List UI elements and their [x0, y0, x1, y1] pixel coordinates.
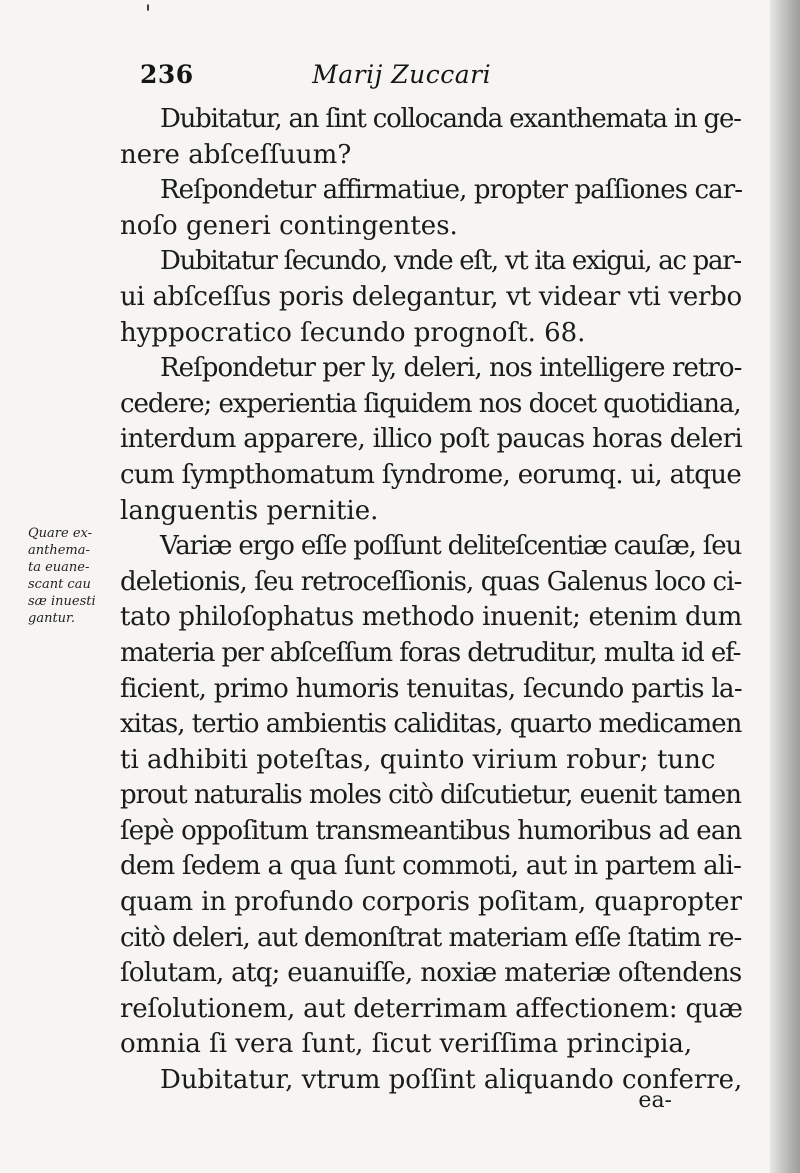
- text-line: Reſpondetur per ly, deleri, nos intelligere retro-: [160, 353, 742, 384]
- text-line: ui abſceſſus poris delegantur, vt videar vti verbo: [120, 281, 742, 312]
- text-line: quam in profundo corporis poſitam, quapropter: [120, 887, 742, 918]
- text-line: Variæ ergo eſſe poſſunt deliteſcentiæ cauſæ, ſeu: [160, 531, 742, 562]
- text-line: tato philoſophatus methodo inuenit; etenim dum: [120, 602, 742, 633]
- page-header: [140, 60, 491, 89]
- text-line: deletionis, ſeu retroceſſionis, quas Galenus loco ci-: [120, 566, 742, 597]
- text-line: dem ſedem a qua ſunt commoti, aut in partem ali-: [120, 851, 742, 882]
- marginal-note: Quare ex- anthema- ta euane- scant cau sæ inuesti gantur.: [28, 526, 96, 626]
- page-number: 236: [140, 60, 194, 89]
- text-line: ſolutam, atq; euanuiſſe, noxiæ materiæ oſtendens: [120, 958, 742, 989]
- text-line: ficient, primo humoris tenuitas, ſecundo partis la-: [120, 673, 742, 704]
- text-line: ſepè oppoſitum transmeantibus humoribus ad ean: [120, 815, 742, 846]
- text-line: cedere; experientia ſiquidem nos docet quotidiana,: [120, 388, 741, 419]
- text-line: omnia ſi vera ſunt, ſicut veriſſima principia,: [120, 1029, 693, 1060]
- ink-mark: ': [145, 2, 152, 27]
- catchword: ea-: [638, 1088, 672, 1113]
- text-line: noſo generi contingentes.: [120, 210, 458, 241]
- text-line: ti adhibiti poteſtas, quinto virium robur; tunc: [120, 744, 716, 775]
- text-line: prout naturalis moles citò diſcutietur, euenit tamen: [120, 780, 741, 811]
- text-line: languentis pernitie.: [120, 495, 379, 526]
- body-text: [120, 102, 742, 1099]
- text-line: Dubitatur ſecundo, vnde eſt, vt ita exigui, ac par-: [160, 246, 741, 277]
- text-line: cum ſympthomatum ſyndrome, eorumq. ui, atque: [120, 459, 742, 490]
- text-line: Reſpondetur affirmatiue, propter paſſiones car-: [160, 175, 743, 206]
- book-gutter: [770, 0, 800, 1173]
- text-line: nere abſceſſuum?: [120, 139, 352, 170]
- text-line: xitas, tertio ambientis caliditas, quarto medicamen: [120, 709, 742, 740]
- text-line: hyppocratico ſecundo prognoſt. 68.: [120, 317, 586, 348]
- text-line: reſolutionem, aut deterrimam affectionem: quæ: [120, 993, 743, 1024]
- text-line: Dubitatur, an ſint collocanda exanthemata in ge-: [160, 104, 741, 134]
- text-line: materia per abſceſſum foras detruditur, multa id ef-: [120, 637, 741, 668]
- text-line: interdum apparere, illico poſt paucas horas deleri: [120, 424, 742, 455]
- text-line: citò deleri, aut demonſtrat materiam eſſe ſtatim re-: [120, 922, 742, 953]
- text-line: Dubitatur, vtrum poſſint aliquando conferre,: [160, 1065, 743, 1096]
- running-title: Marij Zuccari: [312, 60, 492, 89]
